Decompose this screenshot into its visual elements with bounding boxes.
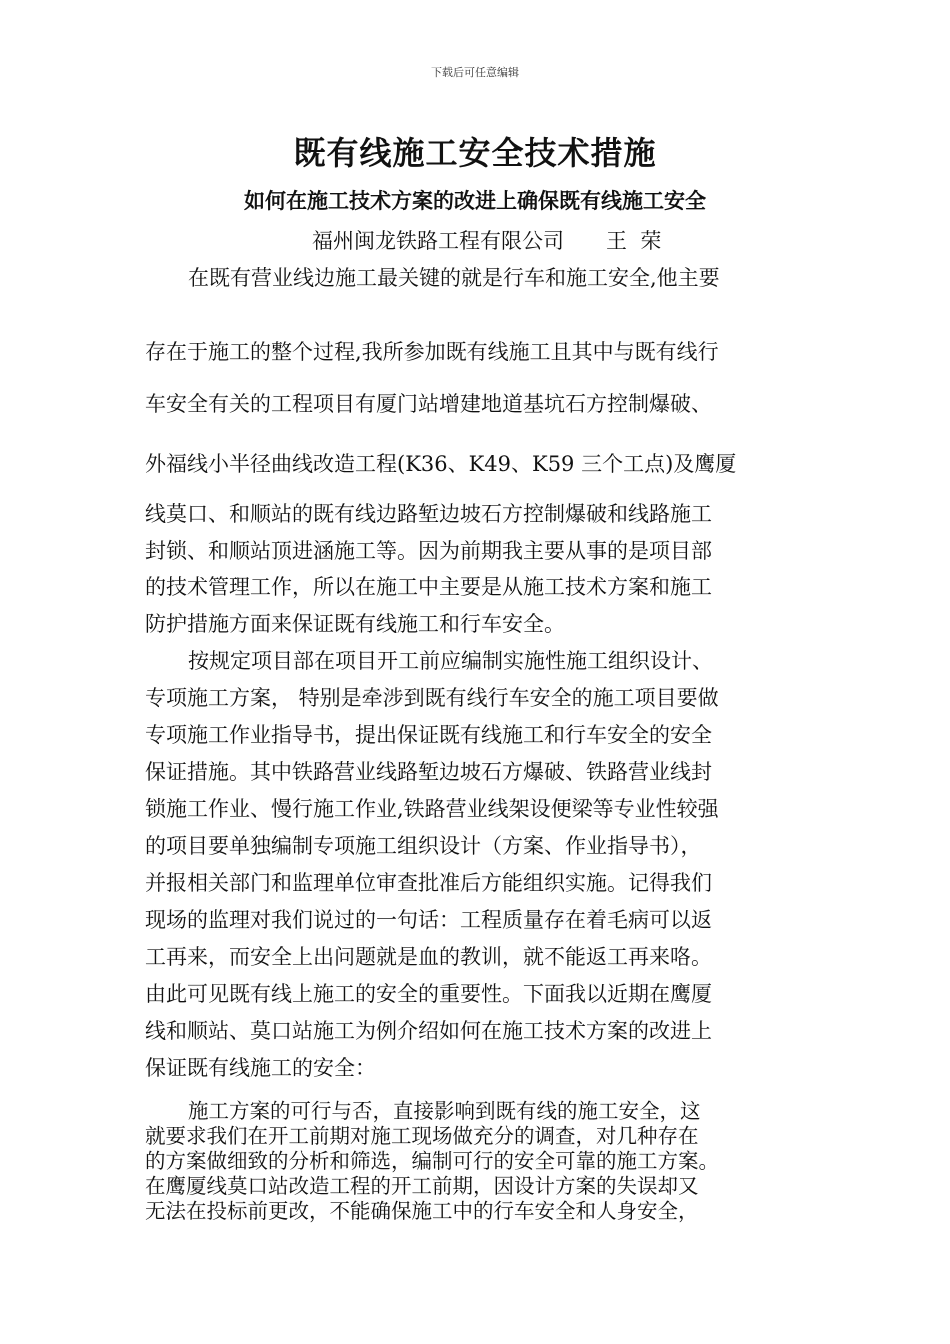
paragraph-1-line: 线莫口、和顺站的既有线边路堑边坡石方控制爆破和线路施工 [145, 502, 712, 526]
paragraph-1-line: 的技术管理工作，所以在施工中主要是从施工技术方案和施工 [145, 575, 712, 599]
paragraph-1-line: 封锁、和顺站顶进涵施工等。因为前期我主要从事的是项目部 [145, 539, 712, 563]
paragraph-1-line: 在既有营业线边施工最关键的就是行车和施工安全,他主要 [188, 266, 720, 290]
paragraph-2-line: 的项目要单独编制专项施工组织设计（方案、作业指导书）， [145, 834, 702, 858]
paragraph-2-line: 专项施工方案， 特别是牵涉到既有线行车安全的施工项目要做 [145, 686, 719, 710]
page-header-note: 下载后可任意编辑 [431, 66, 519, 79]
paragraph-2-line: 工再来，而安全上出问题就是血的教训，就不能返工再来咯。 [145, 945, 712, 969]
paragraph-3-line: 在鹰厦线莫口站改造工程的开工前期，因设计方案的失误却又 [145, 1174, 699, 1198]
paragraph-1-line: 外福线小半径曲线改造工程(K36、K49、K59 三个工点)及鹰厦 [145, 452, 737, 476]
paragraph-3-line: 的方案做细致的分析和筛选，编制可行的安全可靠的施工方案。 [145, 1149, 719, 1173]
paragraph-2-line: 按规定项目部在项目开工前应编制实施性施工组织设计、 [188, 649, 713, 673]
paragraph-2-line: 锁施工作业、慢行施工作业,铁路营业线架设便梁等专业性较强 [145, 797, 719, 821]
paragraph-2-line: 保证既有线施工的安全： [145, 1056, 376, 1080]
paragraph-1-line: 车安全有关的工程项目有厦门站增建地道基坑石方控制爆破、 [145, 392, 712, 416]
author-line: 福州闽龙铁路工程有限公司 王 荣 [312, 229, 662, 253]
paragraph-2-line: 并报相关部门和监理单位审查批准后方能组织实施。记得我们 [145, 871, 712, 895]
paragraph-2-line: 线和顺站、莫口站施工为例介绍如何在施工技术方案的改进上 [145, 1019, 712, 1043]
paragraph-1-line: 存在于施工的整个过程,我所参加既有线施工且其中与既有线行 [145, 340, 719, 364]
document-title: 既有线施工安全技术措施 [293, 134, 657, 172]
paragraph-1-line: 防护措施方面来保证既有线施工和行车安全。 [145, 612, 565, 636]
document-subtitle: 如何在施工技术方案的改进上确保既有线施工安全 [244, 188, 706, 213]
paragraph-3-line: 无法在投标前更改，不能确保施工中的行车安全和人身安全， [145, 1199, 699, 1223]
paragraph-2-line: 专项施工作业指导书，提出保证既有线施工和行车安全的安全 [145, 723, 712, 747]
paragraph-2-line: 由此可见既有线上施工的安全的重要性。下面我以近期在鹰厦 [145, 982, 712, 1006]
paragraph-3-line: 施工方案的可行与否，直接影响到既有线的施工安全，这 [188, 1099, 701, 1123]
paragraph-2-line: 保证措施。其中铁路营业线路堑边坡石方爆破、铁路营业线封 [145, 760, 712, 784]
paragraph-2-line: 现场的监理对我们说过的一句话：工程质量存在着毛病可以返 [145, 908, 712, 932]
paragraph-3-line: 就要求我们在开工前期对施工现场做充分的调查，对几种存在 [145, 1124, 699, 1148]
